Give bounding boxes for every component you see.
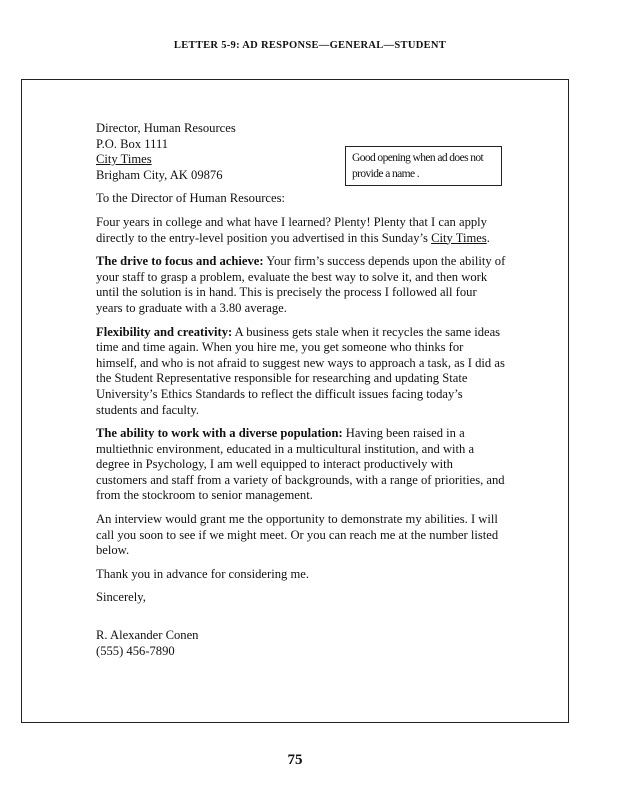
section-heading: The drive to focus and achieve: (96, 254, 264, 269)
closing-paragraph: An interview would grant me the opportunity to demonstrate my abilities. I will call you soon to see if we might meet. Or you can reach me at the number listed below. (96, 512, 499, 558)
section-paragraph (96, 254, 506, 316)
page-header: LETTER 5-9: AD RESPONSE—GENERAL—STUDENT (173, 40, 447, 51)
section-text: Your firm’s success depends upon the ability of your staff to grasp a problem, evaluate the best way to solve it, and then work until the solution is in hand. This is precisely the process I followed all four years to graduate with a 3.80 average. (96, 254, 506, 315)
section-paragraph (96, 426, 506, 504)
section-text: Having been raised in a multiethnic environment, educated in a multicultural institution, and with a degree in Psychology, I am well equipped to interact productively with customers and staff from a variety of backgrounds, with a range of priorities, and from the stockroom to senior management. (96, 426, 505, 503)
margin-note: Good opening when ad does not provide a name . (345, 146, 502, 186)
section-heading: The ability to work with a diverse population: (96, 426, 343, 441)
valediction: Sincerely, (96, 590, 146, 605)
recipient-line-4: Brigham City, AK 09876 (96, 167, 223, 182)
section-text: A business gets stale when it recycles the same ideas time and time again. When you hire me, you get someone who thinks for himself, and who is not afraid to suggest new ways to approach a task, as I did as the Student Representative responsible for researching and updating State University’s Ethics Standards to reflect the difficult issues facing today’s students and faculty. (96, 324, 505, 417)
section-paragraph (96, 325, 506, 419)
signature-block (96, 628, 506, 659)
recipient-line-1: Director, Human Resources (96, 121, 236, 135)
intro-text: Four years in college and what have I learned? Plenty! Plenty that I can apply directly to the entry-level position you advertised in this Sunday’s (96, 214, 487, 245)
recipient-line-3: City Times (96, 152, 152, 167)
letter-body (96, 121, 506, 667)
signer-name: R. Alexander Conen (96, 628, 199, 643)
signer-phone: (555) 456-7890 (96, 643, 175, 658)
section-heading: Flexibility and creativity: (96, 324, 233, 339)
intro-paper-name: City Times (431, 230, 487, 245)
intro-end: . (486, 230, 490, 245)
salutation: To the Director of Human Resources: (96, 191, 286, 206)
page-number: 75 (287, 752, 303, 768)
recipient-address (96, 121, 506, 183)
recipient-line-2: P.O. Box 1111 (96, 136, 169, 151)
thanks-line: Thank you in advance for considering me. (96, 566, 309, 581)
intro-paragraph (96, 215, 506, 246)
